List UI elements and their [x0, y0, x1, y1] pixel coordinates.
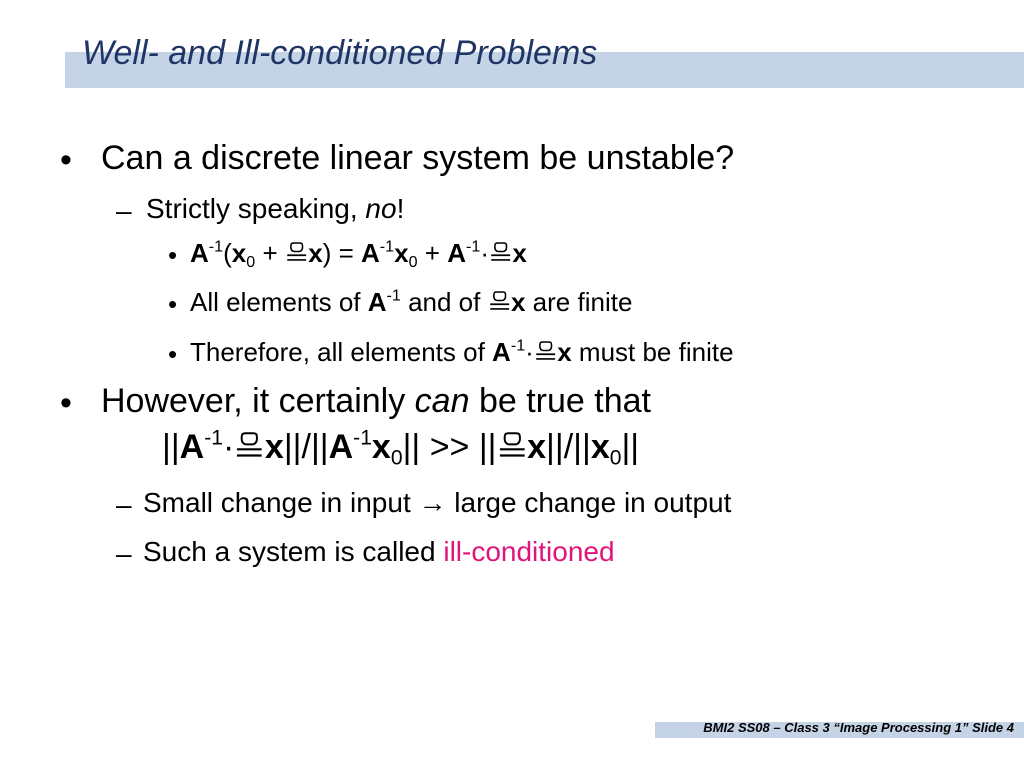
bullet-1: Can a discrete linear system be unstable?: [101, 139, 735, 177]
delta-symbol-icon: [234, 432, 265, 459]
bullet-marker: •: [168, 289, 178, 319]
bullet-marker: •: [60, 141, 72, 179]
bullet-2-sub-1: Small change in input → large change in output: [143, 487, 732, 518]
therefore-line: Therefore, all elements of $A^{-1}\cdot$ x must be finite: [190, 336, 734, 367]
equation-line: $A^{-1}(x_0$ + $x) = A^{-1}x_0 + A^{-1}\cdot$ x: [190, 237, 527, 271]
delta-symbol-icon: [534, 341, 557, 362]
delta-symbol-icon: [497, 432, 528, 459]
bullet-2-sub-2: Such a system is called ill-conditioned: [143, 536, 615, 567]
bullet-2: However, it certainly can be true that: [101, 382, 651, 420]
dash-marker: –: [116, 489, 132, 520]
bullet-marker: •: [168, 339, 178, 369]
ill-conditioned-highlight: ill-conditioned: [443, 536, 615, 567]
dash-marker: –: [116, 195, 132, 226]
dash-marker: –: [116, 538, 132, 569]
slide-title: Well- and Ill-conditioned Problems: [82, 34, 598, 72]
bullet-marker: •: [168, 240, 178, 270]
finite-elements-line: All elements of $A^{-1}$ and of x are finite: [190, 286, 633, 317]
delta-symbol-icon: [285, 242, 308, 263]
norm-inequality: $||A^{-1}\cdot$ $x||/||A^{-1}x_0||$ >> || $x||/||x_0||$: [162, 426, 640, 470]
delta-symbol-icon: [489, 242, 512, 263]
bullet-marker: •: [60, 384, 72, 422]
bullet-1-sub-1: Strictly speaking, no!: [146, 193, 405, 224]
slide-footer: BMI2 SS08 – Class 3 “Image Processing 1” Slide 4: [703, 720, 1014, 735]
delta-symbol-icon: [488, 291, 511, 312]
